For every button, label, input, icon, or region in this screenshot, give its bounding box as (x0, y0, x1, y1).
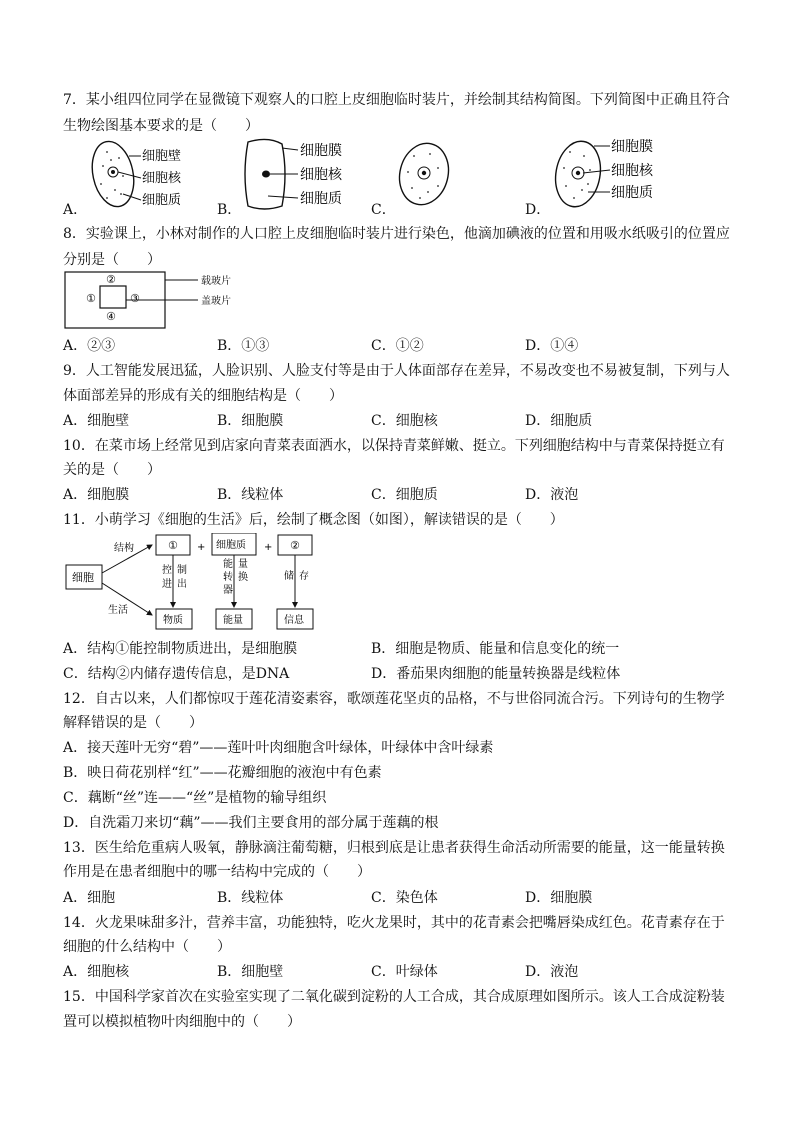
q8-stem-line1: 8．实验课上，小林对制作的人口腔上皮细胞临时装片进行染色，他滴加碘液的位置和用吸水纸吸引的位置应 (63, 226, 730, 242)
q10-option-a[interactable]: A．细胞膜 (63, 487, 130, 503)
q12-option-a[interactable]: A．接天莲叶无穷“碧”——莲叶叶肉细胞含叶绿体，叶绿体中含叶绿素 (63, 740, 494, 756)
cover-slip (100, 286, 126, 308)
q8-stem-line2: 分别是（ ） (63, 252, 161, 268)
q11-options-row1 (63, 639, 743, 659)
q11-option-b[interactable]: B．细胞是物质、能量和信息变化的统一 (371, 641, 620, 657)
q11-option-d[interactable]: D．番茄果肉细胞的能量转换器是线粒体 (371, 666, 621, 682)
q11-store-2: 存 (299, 571, 309, 582)
q12-stem-line1: 12．自古以来，人们都惊叹于莲花清姿素容，歌颂莲花坚贞的品格，不与世俗同流合污。下列诗句的生物学 (63, 691, 725, 707)
q7d-label-3: 细胞质 (611, 185, 653, 201)
q11-conv-4: 换 (238, 572, 248, 583)
q14-stem-line2: 细胞的什么结构中（ ） (63, 939, 231, 955)
q7-option-a[interactable]: A． (63, 202, 88, 218)
q15-stem-line2: 置可以模拟植物叶肉细胞中的（ ） (63, 1014, 301, 1030)
q10-stem-line2: 关的是（ ） (63, 462, 161, 478)
q8-mark-3: ③ (130, 292, 140, 305)
q11-n1: ① (168, 539, 178, 552)
q11-life: 生活 (108, 605, 128, 616)
q11-conv-1: 能 (223, 559, 233, 570)
q9-option-a[interactable]: A．细胞壁 (63, 413, 130, 429)
q11-stem: 11．小萌学习《细胞的生活》后，绘制了概念图（如图），解读错误的是（ ） (63, 512, 564, 528)
q11-cell: 细胞 (72, 571, 94, 584)
q11-plus-1: + (197, 542, 206, 553)
q14-option-c[interactable]: C．叶绿体 (371, 964, 438, 980)
q12-stem-line2: 解释错误的是（ ） (63, 715, 203, 731)
q11-cytoplasm: 细胞质 (216, 540, 246, 551)
q11-plus-2: + (264, 542, 273, 553)
q11-option-c[interactable]: C．结构②内储存遗传信息，是DNA (63, 666, 290, 682)
q8-mark-2: ② (106, 273, 116, 286)
q11-store-1: 储 (284, 571, 294, 582)
q11-structure: 结构 (114, 543, 134, 554)
q8-label-slide: 载玻片 (201, 276, 231, 287)
q9-options (63, 411, 743, 431)
q15-stem-line1: 15．中国科学家首次在实验室实现了二氧化碳到淀粉的人工合成，其合成原理如图所示。该人工合成淀粉装 (63, 989, 725, 1005)
q11-control-1: 控 (162, 565, 172, 576)
q9-stem-line2: 体面部差异的形成有关的细胞结构是（ ） (63, 388, 343, 404)
q8-option-a[interactable]: A．②③ (63, 338, 116, 354)
q9-stem-line1: 9．人工智能发展迅猛，人脸识别、人脸支付等是由于人体面部存在差异，不易改变也不易被复制，下列与人 (63, 363, 730, 379)
q14-option-b[interactable]: B．细胞壁 (217, 964, 284, 980)
q7a-label-1: 细胞壁 (142, 149, 182, 164)
q8-option-b[interactable]: B．①③ (217, 338, 270, 354)
q7-stem-line1: 7．某小组四位同学在显微镜下观察人的口腔上皮细胞临时装片，并绘制其结构简图。下列简图中正确且符合 (63, 92, 730, 108)
q11-control-3: 进 (162, 579, 172, 590)
q7a-label-3: 细胞质 (142, 193, 182, 208)
q10-option-b[interactable]: B．线粒体 (217, 487, 284, 503)
q11-conv-3: 转 (223, 572, 233, 583)
q7d-label-1: 细胞膜 (611, 139, 653, 155)
q11-conv-2: 量 (238, 559, 248, 570)
q12-option-d[interactable]: D．自洗霜刀来切“藕”——我们主要食用的部分属于莲藕的根 (63, 815, 439, 831)
q7-option-c[interactable]: C． (371, 202, 396, 218)
q13-option-a[interactable]: A．细胞 (63, 890, 116, 906)
q8-options (63, 336, 743, 356)
q7-stem-line2: 生物绘图基本要求的是（ ） (63, 118, 259, 134)
q10-options (63, 485, 743, 505)
q8-mark-1: ① (86, 292, 96, 305)
q11-options-row2 (63, 664, 743, 684)
q7b-label-2: 细胞核 (300, 167, 342, 183)
q7d-label-2: 细胞核 (611, 163, 653, 179)
q9-option-c[interactable]: C．细胞核 (371, 413, 438, 429)
q7b-label-3: 细胞质 (300, 191, 342, 207)
q13-option-b[interactable]: B．线粒体 (217, 890, 284, 906)
q13-stem-line1: 13．医生给危重病人吸氧，静脉滴注葡萄糖，归根到底是让患者获得生命活动所需要的能量，这一能量转换 (63, 840, 725, 856)
q13-stem-line2: 作用是在患者细胞中的哪一结构中完成的（ ） (63, 864, 371, 880)
q7-options (63, 200, 743, 220)
q11-control-4: 出 (177, 579, 187, 590)
q8-mark-4: ④ (106, 310, 116, 323)
q8-option-d[interactable]: D．①④ (525, 338, 579, 354)
q7-option-d[interactable]: D． (525, 202, 551, 218)
q7b-label-1: 细胞膜 (300, 143, 342, 159)
q9-option-b[interactable]: B．细胞膜 (217, 413, 284, 429)
q11-info: 信息 (284, 615, 304, 626)
q14-option-d[interactable]: D．液泡 (525, 964, 579, 980)
q12-option-c[interactable]: C．藕断“丝”连——“丝”是植物的输导组织 (63, 790, 327, 806)
q7-option-b[interactable]: B． (217, 202, 242, 218)
q8-option-c[interactable]: C．①② (371, 338, 424, 354)
q11-option-a[interactable]: A．结构①能控制物质进出，是细胞膜 (63, 641, 298, 657)
q10-stem-line1: 10．在菜市场上经常见到店家向青菜表面洒水，以保持青菜鲜嫩、挺立。下列细胞结构中与青菜保持挺立有 (63, 438, 725, 454)
q13-option-d[interactable]: D．细胞膜 (525, 890, 593, 906)
q8-slide-figure (64, 270, 250, 332)
q12-option-b[interactable]: B．映日荷花别样“红”——花瓣细胞的液泡中有色素 (63, 765, 382, 781)
q11-concept-map (64, 533, 324, 633)
q11-matter: 物质 (163, 615, 183, 626)
q11-n2: ② (290, 539, 300, 552)
q14-options (63, 962, 743, 982)
q11-energy: 能量 (223, 615, 243, 626)
q14-option-a[interactable]: A．细胞核 (63, 964, 130, 980)
q11-conv-5: 器 (223, 585, 233, 596)
q10-option-d[interactable]: D．液泡 (525, 487, 579, 503)
q13-options (63, 888, 743, 908)
q10-option-c[interactable]: C．细胞质 (371, 487, 438, 503)
q14-stem-line1: 14．火龙果味甜多汁，营养丰富，功能独特，吃火龙果时，其中的花青素会把嘴唇染成红色。花青素存在于 (63, 915, 725, 931)
q11-control-2: 制 (177, 565, 187, 576)
q13-option-c[interactable]: C．染色体 (371, 890, 438, 906)
q9-option-d[interactable]: D．细胞质 (525, 413, 593, 429)
q8-label-cover: 盖玻片 (201, 296, 231, 307)
q7a-label-2: 细胞核 (142, 171, 182, 186)
